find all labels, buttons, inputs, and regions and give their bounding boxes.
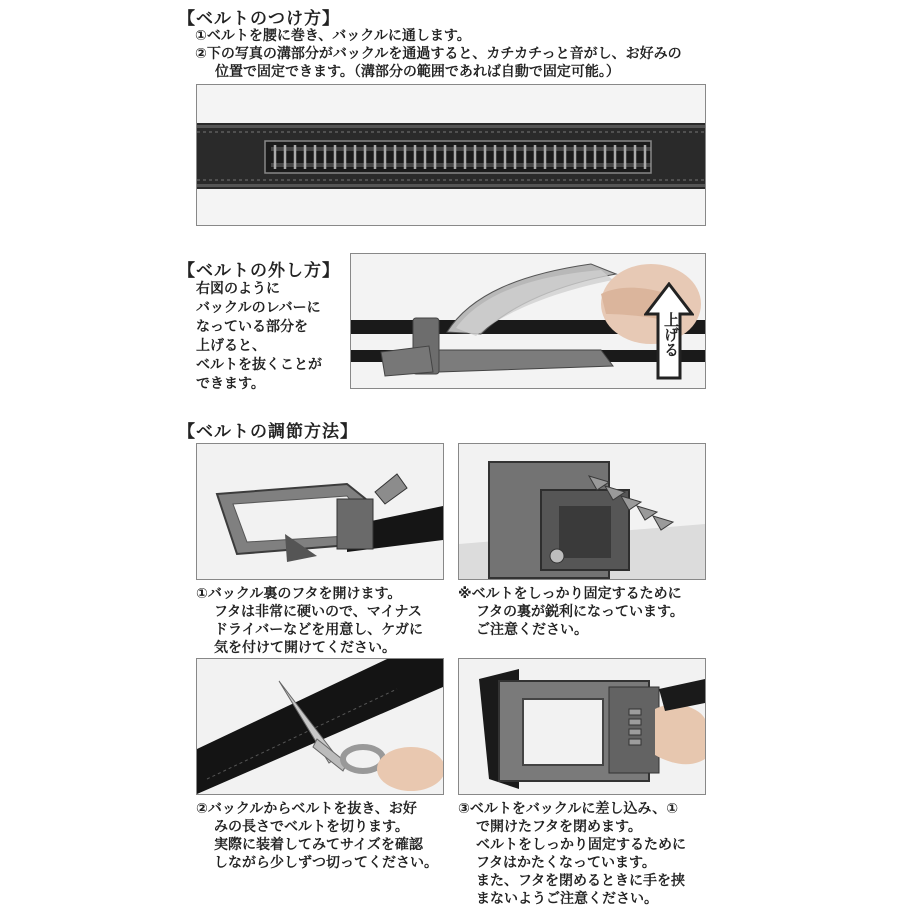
adjust-step-1-text: ①バックル裏のフタを開けます。 フタは非常に硬いので、マイナス ドライバーなどを用意し、ケガに 気を付けて開けてください。 [196, 586, 424, 656]
lift-up-label: 上げる [662, 312, 680, 357]
lid-back-spikes-photo [458, 443, 706, 580]
section-title-how-to-adjust: 【ベルトの調節方法】 [178, 422, 358, 442]
step-2-text-line-1: ②下の写真の溝部分がバックルを通過すると、カチカチっと音がし、お好みの [195, 46, 682, 62]
how-to-wear-instructions [195, 27, 682, 81]
section-title-how-to-remove: 【ベルトの外し方】 [178, 261, 340, 281]
cut-belt-scissors-photo [196, 658, 444, 795]
reinsert-belt-photo [458, 658, 706, 795]
adjust-step-3-text: ③ベルトをバックルに差し込み、① で開けたフタを閉めます。 ベルトをしっかり固定するために フタはかたくなっています。 また、フタを閉めるときに手を挟 まないようご注意ください。 [458, 801, 686, 907]
section-title-how-to-wear: 【ベルトのつけ方】 [178, 9, 340, 29]
step-2-text-line-2: 位置で固定できます。（溝部分の範囲であれば自動で固定可能。） [215, 64, 620, 80]
belt-groove-photo [196, 84, 706, 226]
step-1-text: ①ベルトを腰に巻き、バックルに通します。 [195, 28, 471, 44]
buckle-open-lid-photo [196, 443, 444, 580]
how-to-remove-instructions: 右図のように バックルのレバーに なっている部分を 上げると、 ベルトを抜くことが できます。 [196, 281, 322, 392]
adjust-step-2-text: ②バックルからベルトを抜き、お好 みの長さでベルトを切ります。 実際に装着してみてサイズを確認 しながら少しずつ切ってください。 [196, 801, 438, 871]
adjust-caution-note: ※ベルトをしっかり固定するために フタの裏が鋭利になっています。 ご注意ください。 [458, 586, 684, 638]
